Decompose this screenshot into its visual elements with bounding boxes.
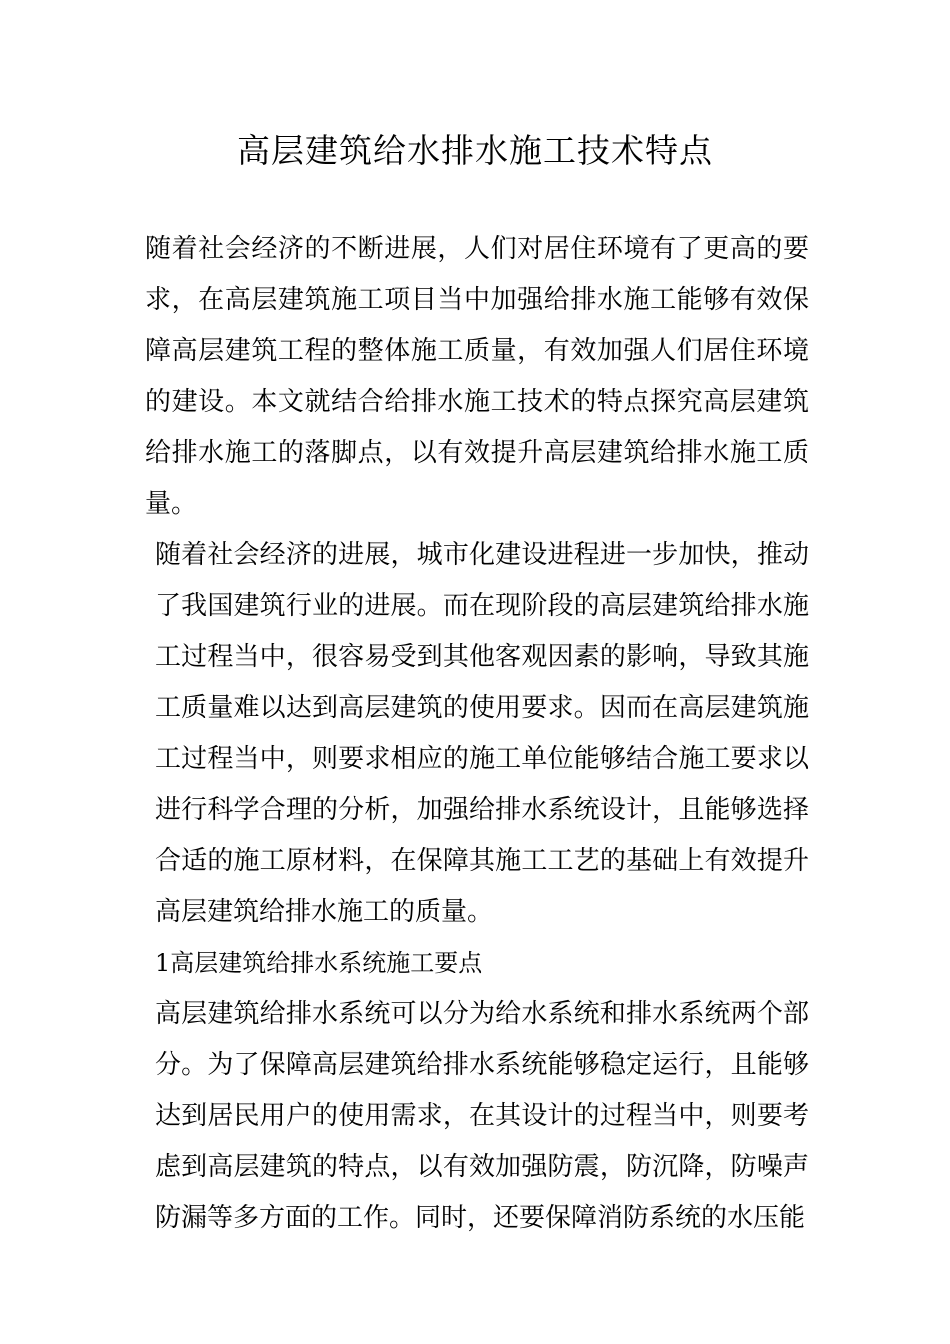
document-title: 高层建筑给水排水施工技术特点 [237,131,713,170]
paragraph-abstract: 随着社会经济的不断进展，人们对居住环境有了更高的要求，在高层建筑施工项目当中加强给排水施工能够有效保障高层建筑工程的整体施工质量，有效加强人们居住环境的建设。本文就结合给排水施工技术的特点探究高层建筑给排水施工的落脚点，以有效提升高层建筑给排水施工质量。 [145,234,809,519]
paragraph-section-body: 高层建筑给排水系统可以分为给水系统和排水系统两个部分。为了保障高层建筑给排水系统能够稳定运行，且能够达到居民用户的使用需求，在其设计的过程当中，则要考虑到高层建筑的特点，以有效加强防震，防沉降，防噪声防漏等多方面的工作。同时，还要保障消防系统的水压能 [155,999,809,1233]
section-heading: 1高层建筑给排水系统施工要点 [155,949,483,977]
document-body [145,224,809,1244]
paragraph-introduction: 随着社会经济的进展，城市化建设进程进一步加快，推动了我国建筑行业的进展。而在现阶段的高层建筑给排水施工过程当中，很容易受到其他客观因素的影响，导致其施工质量难以达到高层建筑的使用要求。因而在高层建筑施工过程当中，则要求相应的施工单位能够结合施工要求以进行科学合理的分析，加强给排水系统设计，且能够选择合适的施工原材料，在保障其施工工艺的基础上有效提升高层建筑给排水施工的质量。 [155,540,809,927]
